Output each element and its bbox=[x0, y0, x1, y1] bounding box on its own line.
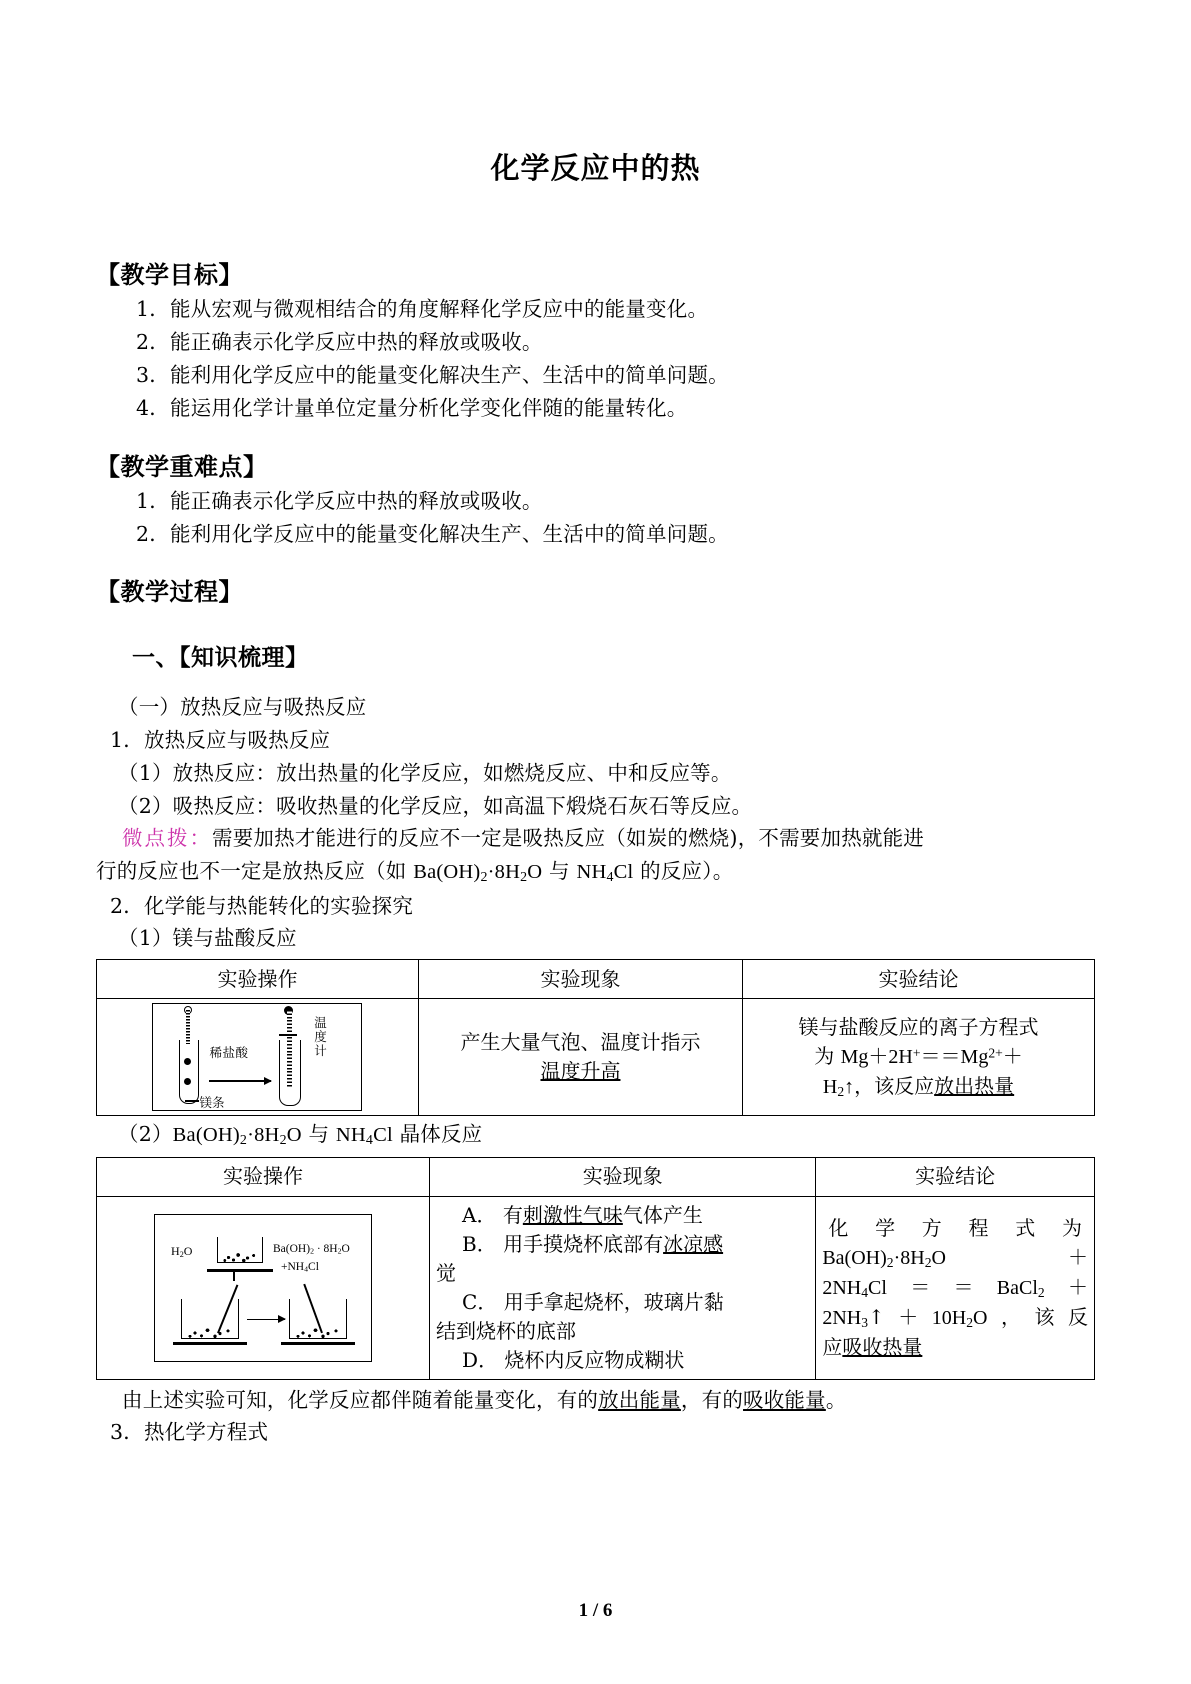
table1-header-phenomenon: 实验现象 bbox=[418, 960, 742, 999]
diagram-mg-hcl-experiment bbox=[152, 1003, 362, 1111]
summary-end: 。 bbox=[825, 1387, 847, 1412]
diagram-baoh2-nh4cl-experiment bbox=[154, 1214, 372, 1362]
item-3-label: 3．热化学方程式 bbox=[110, 1420, 269, 1445]
summary-underline-release: 放出能量 bbox=[598, 1387, 681, 1412]
summary-prefix: 由上述实验可知，化学反应都伴随着能量变化，有的 bbox=[122, 1387, 599, 1412]
table-header-row bbox=[97, 960, 1095, 999]
thermometer-stem-icon bbox=[287, 1010, 292, 1088]
phenomenon-letter-d: D． bbox=[462, 1347, 499, 1372]
label-thermometer: 温度计 bbox=[314, 1015, 327, 1059]
item-1-2-text: （2）吸热反应：吸收热量的化学反应，如高温下煅烧石灰石等反应。 bbox=[118, 793, 753, 818]
formula-ba-oh-2-8h2o-2: $Ba(OH)_2\cdot 8H_2O$ bbox=[172, 1124, 302, 1149]
item-2-2-label: $(2)Ba(OH)_2\cdot 8H_2O$ 与 $NH_4Cl$ 晶体反应 bbox=[118, 1122, 483, 1149]
summary-conclusion-paragraph bbox=[96, 1384, 1095, 1417]
label-barium-hydroxide-octahydrate: $Ba(OH)_2 \cdot 8H_2O$ bbox=[273, 1242, 350, 1256]
section-heading-objectives: 【教学目标】 bbox=[96, 259, 243, 289]
subsection-heading-knowledge: 一、【知识梳理】 bbox=[132, 644, 309, 672]
solid-mixture-top-icon bbox=[221, 1252, 259, 1262]
objective-item: 2．能正确表示化学反应中热的释放或吸收。 bbox=[136, 330, 543, 355]
table1-phenomenon-line1: 产生大量气泡、温度计指示 bbox=[460, 1030, 701, 1055]
note-text-second-line-pre: 行的反应也不一定是放热反应（如 bbox=[96, 859, 414, 884]
test-tube-left-icon bbox=[179, 1040, 199, 1104]
table1-cell-phenomenon bbox=[418, 999, 742, 1116]
table2-cell-phenomenon bbox=[430, 1196, 816, 1379]
table1-header-conclusion: 实验结论 bbox=[743, 960, 1095, 999]
table-header-row bbox=[97, 1157, 1095, 1196]
water-drop-icon bbox=[233, 1271, 235, 1281]
phenomenon-item-a: A． 有刺激性气味气体产生 bbox=[462, 1202, 703, 1227]
formula-ba-oh-2-8h2o: $Ba(OH)_2\cdot 8H_2O$ bbox=[413, 861, 543, 886]
item-1-1-text: （1）放热反应：放出热量的化学反应，如燃烧反应、中和反应等。 bbox=[118, 760, 732, 785]
glass-plate-left-icon bbox=[173, 1342, 247, 1345]
phenomenon-item-c: C． 用手拿起烧杯，玻璃片黏 bbox=[462, 1289, 724, 1314]
page-footer: 1 / 6 bbox=[578, 1600, 613, 1621]
glass-plate-right-icon bbox=[281, 1342, 355, 1345]
experiment-table-baoh2-nh4cl bbox=[96, 1157, 1095, 1380]
table2-equation-line4: 应吸收热量 bbox=[822, 1334, 923, 1359]
table2-header-phenomenon: 实验现象 bbox=[430, 1157, 816, 1196]
experiment-table-mg-hcl bbox=[96, 959, 1095, 1116]
phenomenon-item-c-cont: 结到烧杯的底部 bbox=[436, 1318, 577, 1343]
objective-item: 4．能运用化学计量单位定量分析化学变化伴随的能量转化。 bbox=[136, 396, 688, 421]
label-water: $H_2O$ bbox=[171, 1243, 193, 1259]
item-2-2-suffix: 晶体反应 bbox=[392, 1122, 483, 1147]
reaction-arrow-icon bbox=[209, 1080, 271, 1082]
section-heading-process: 【教学过程】 bbox=[96, 577, 243, 607]
table1-header-operation: 实验操作 bbox=[97, 960, 419, 999]
table2-conclusion-heading: 化 学 方 程 式 为 bbox=[828, 1215, 1082, 1240]
table1-conclusion-equation-cont: $H_2↑$，该反应放出热量 bbox=[822, 1073, 1015, 1099]
phenomenon-item-b: B． 用手摸烧杯底部有冰凉感 bbox=[462, 1231, 724, 1256]
magnesium-pointer-line bbox=[185, 1100, 199, 1101]
table1-cell-figure bbox=[97, 999, 419, 1116]
table2-header-operation: 实验操作 bbox=[97, 1157, 430, 1196]
objective-item: 3．能利用化学反应中的能量变化解决生产、生活中的简单问题。 bbox=[136, 363, 729, 388]
dropper-stem-icon bbox=[186, 1010, 190, 1044]
section-heading-key-points: 【教学重难点】 bbox=[96, 451, 268, 481]
phenomenon-letter-b: B． bbox=[462, 1231, 497, 1256]
table1-phenomenon-line2: 温度升高 bbox=[540, 1059, 621, 1084]
solid-mixture-right-icon bbox=[293, 1327, 343, 1338]
table1-conclusion-equation: 为 $Mg+2H^+==Mg^{2+}+$ bbox=[814, 1043, 1023, 1068]
table-row bbox=[97, 999, 1095, 1116]
formula-nh4cl: $NH_4Cl$ bbox=[576, 861, 634, 886]
note-paragraph-cont: 行的反应也不一定是放热反应（如 $Ba(OH)_2\cdot 8H_2O$ 与 $NH_4Cl$ 的反应）。 bbox=[96, 859, 734, 886]
label-ammonium-chloride-added: $+NH_4Cl$ bbox=[281, 1260, 319, 1274]
note-text-first-line: 需要加热才能进行的反应不一定是吸热反应（如炭的燃烧)，不需要加热就能进 bbox=[212, 826, 924, 851]
table2-cell-figure bbox=[97, 1196, 430, 1379]
note-paragraph bbox=[96, 822, 1095, 855]
part-one-label: （一）放热反应与吸热反应 bbox=[118, 695, 367, 720]
table2-cell-conclusion bbox=[816, 1196, 1095, 1379]
phenomenon-item-b-cont: 觉 bbox=[436, 1260, 457, 1285]
page-title: 化学反应中的热 bbox=[490, 151, 701, 185]
note-text-second-line-post: 的反应）。 bbox=[633, 859, 734, 884]
table2-equation-line3: $2NH_3↑+10H_2O$，该反 bbox=[822, 1304, 1088, 1330]
thermometer-marker-line bbox=[279, 1034, 297, 1035]
summary-middle: ，有的 bbox=[680, 1387, 744, 1412]
table2-equation-line1: $Ba(OH)_2\cdot 8H_2O+$ bbox=[822, 1244, 1088, 1270]
label-magnesium-ribbon: 镁条 bbox=[199, 1095, 225, 1111]
table2-equation-line2: $2NH_4Cl==BaCl_2+$ bbox=[822, 1274, 1089, 1300]
summary-underline-absorb: 吸收能量 bbox=[743, 1387, 826, 1412]
table1-conclusion-line1: 镁与盐酸反应的离子方程式 bbox=[798, 1014, 1039, 1039]
phenomenon-letter-c: C． bbox=[462, 1289, 498, 1314]
item-2-2-prefix: （2） bbox=[118, 1122, 173, 1147]
process-arrow-icon bbox=[247, 1319, 285, 1321]
item-2-label: 2．化学能与热能转化的实验探究 bbox=[110, 893, 414, 918]
phenomenon-item-d: D． 烧杯内反应物成糊状 bbox=[462, 1347, 685, 1372]
table1-cell-conclusion bbox=[743, 999, 1095, 1116]
label-dilute-hydrochloric-acid: 稀盐酸 bbox=[209, 1045, 249, 1061]
solid-mixture-left-icon bbox=[185, 1327, 235, 1338]
phenomenon-letter-a: A． bbox=[462, 1202, 497, 1227]
table2-header-conclusion: 实验结论 bbox=[816, 1157, 1095, 1196]
note-label: 微点拨： bbox=[122, 826, 212, 851]
key-point-item: 2．能利用化学反应中的能量变化解决生产、生活中的简单问题。 bbox=[136, 522, 729, 547]
table-row bbox=[97, 1196, 1095, 1379]
item-2-1-label: （1）镁与盐酸反应 bbox=[118, 926, 297, 951]
objective-item: 1．能从宏观与微观相结合的角度解释化学反应中的能量变化。 bbox=[136, 296, 709, 321]
formula-nh4cl-2: $NH_4Cl$ bbox=[335, 1124, 393, 1149]
glass-plate-top-icon bbox=[207, 1269, 273, 1272]
key-point-item: 1．能正确表示化学反应中热的释放或吸收。 bbox=[136, 488, 543, 513]
item-1-label: 1．放热反应与吸热反应 bbox=[110, 728, 331, 753]
